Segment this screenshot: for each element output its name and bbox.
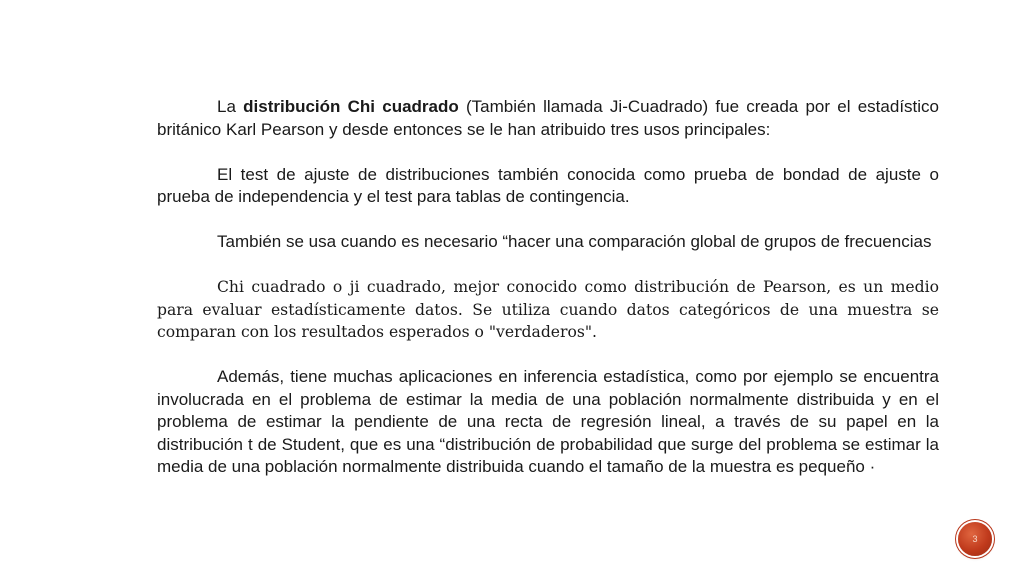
paragraph-spacer bbox=[157, 344, 939, 367]
page-number: 3 bbox=[972, 534, 978, 544]
page-number-badge bbox=[958, 522, 992, 556]
paragraph-pearson-distribution: Chi cuadrado o ji cuadrado, mejor conocido como distribución de Pearson, es un medio para evaluar estadísticamente datos. Se utiliza cuando datos categóricos de una muestra se comparan con los resultados esperados o "verdaderos". bbox=[157, 278, 939, 341]
paragraph-spacer bbox=[157, 209, 939, 232]
paragraph-global-comparison: También se usa cuando es necesario “hacer una comparación global de grupos de frecuencias bbox=[217, 232, 932, 251]
slide-body bbox=[157, 96, 939, 479]
paragraph-spacer bbox=[157, 254, 939, 277]
paragraph-goodness-of-fit: El test de ajuste de distribuciones también conocida como prueba de bondad de ajuste o prueba de independencia y el test para tablas de contingencia. bbox=[157, 164, 939, 206]
intro-bold-term: distribución Chi cuadrado bbox=[243, 97, 459, 116]
paragraph-intro bbox=[157, 96, 939, 141]
paragraph-spacer bbox=[157, 141, 939, 164]
intro-rest: (También llamada Ji-Cuadrado) fue creada por el estadístico británico Karl Pearson y desde entonces se le han atribuido tres usos principales: bbox=[157, 97, 939, 139]
paragraph-inference-applications: Además, tiene muchas aplicaciones en inferencia estadística, como por ejemplo se encuentra involucrada en el problema de estimar la media de una población normalmente distribuida y en el problema de estimar la pendiente de una recta de regresión lineal, a través de su papel en la distribución t de Student, que es una “distribución de probabilidad que surge del problema se estimar la media de una población normalmente distribuida cuando el tamaño de la muestra es pequeño · bbox=[157, 367, 939, 476]
intro-prefix: La bbox=[217, 97, 244, 116]
